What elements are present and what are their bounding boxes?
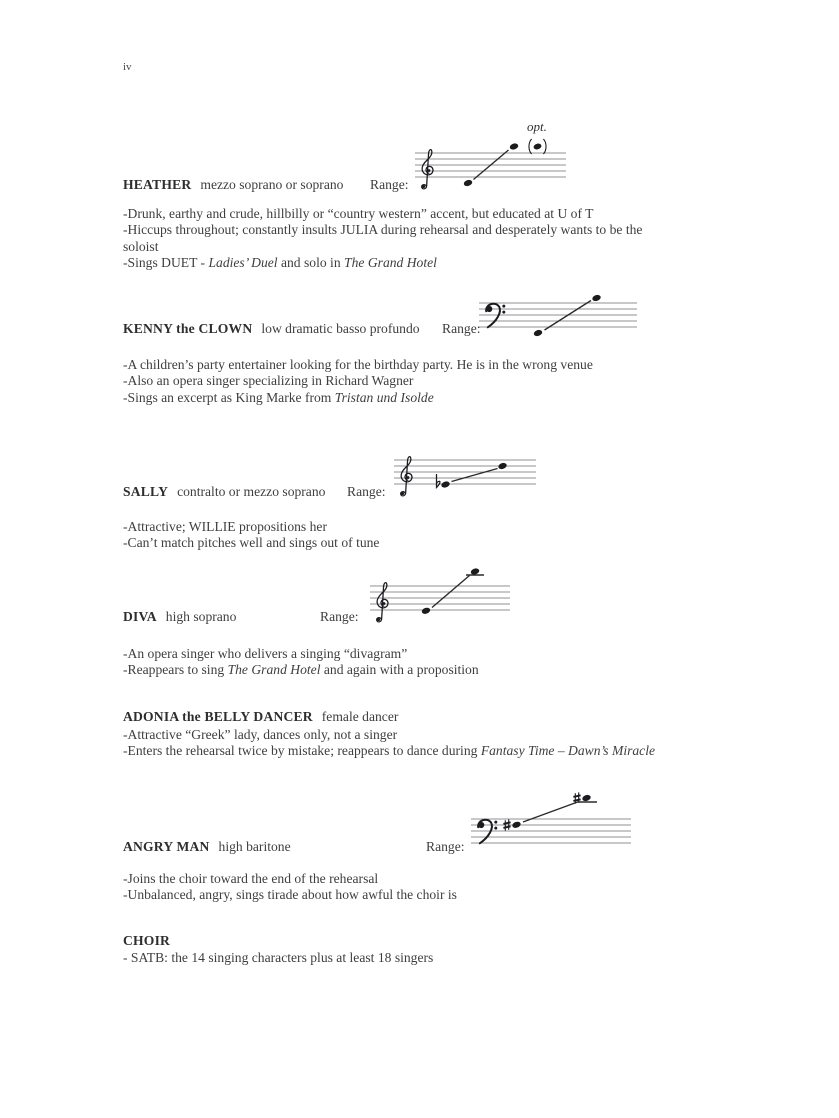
description-line (123, 373, 593, 389)
character-description (123, 871, 457, 904)
range-label: Range: (442, 321, 481, 336)
high-note (498, 462, 508, 470)
range-label: Range: (320, 609, 359, 624)
text-segment: The Grand Hotel (227, 662, 321, 678)
range-staff-treble (390, 440, 542, 508)
character-header (123, 709, 398, 725)
character-name: DIVA (123, 609, 157, 624)
character-description (123, 727, 655, 760)
text-segment: Ladies’ Duel (208, 254, 278, 270)
description-line (123, 535, 379, 551)
character-description (123, 519, 379, 552)
treble-clef-icon (377, 583, 388, 622)
low-note (512, 821, 522, 829)
high-note (592, 294, 602, 302)
range-staff-treble (366, 558, 516, 634)
range-label: Range: (426, 839, 465, 854)
range-staff-treble (411, 103, 576, 195)
text-segment: The Grand Hotel (344, 254, 437, 270)
text-segment: -Reappears to sing (123, 662, 228, 678)
text-segment: -A children’s party entertainer looking for the birthday party. He is in the wrong venue (123, 357, 593, 372)
character-header (123, 177, 409, 193)
treble-clef-icon (401, 457, 412, 496)
close-paren-icon (543, 139, 546, 154)
text-segment: -Attractive; WILLIE propositions her (123, 519, 327, 534)
low-note (463, 179, 473, 187)
bass-clef-icon (486, 304, 505, 328)
staff-lines (394, 460, 536, 484)
character-name: ANGRY MAN (123, 839, 210, 854)
low-note (441, 480, 451, 488)
description-line (123, 743, 655, 759)
staff-lines (370, 586, 510, 610)
character-description (123, 950, 433, 966)
text-segment: and again with a proposition (320, 662, 479, 678)
description-line (123, 646, 479, 662)
description-line (123, 390, 593, 406)
character-name: ADONIA the BELLY DANCER (123, 709, 313, 724)
description-line (123, 239, 642, 255)
character-voice: low dramatic basso profundo (261, 321, 420, 336)
character-voice: high baritone (218, 839, 291, 854)
text-segment: -Enters the rehearsal twice by mistake; reappears to dance during (123, 743, 481, 759)
character-voice: female dancer (321, 709, 399, 724)
description-line (123, 727, 655, 743)
character-voice: contralto or mezzo soprano (177, 484, 326, 499)
description-line (123, 871, 457, 887)
range-label: Range: (370, 177, 409, 192)
low-note (421, 607, 431, 615)
treble-clef-icon (422, 150, 433, 189)
text-segment: soloist (123, 238, 159, 254)
character-voice: high soprano (165, 609, 237, 624)
character-voice: mezzo soprano or soprano (200, 177, 344, 192)
flat-icon (437, 474, 440, 488)
description-line (123, 950, 433, 966)
character-header (123, 609, 359, 625)
description-line (123, 887, 457, 903)
character-name: KENNY the CLOWN (123, 321, 253, 336)
text-segment: -Sings DUET - (123, 254, 209, 270)
page-number: iv (123, 61, 132, 73)
character-description (123, 206, 642, 271)
text-segment: -Unbalanced, angry, sings tirade about how awful the choir is (123, 887, 457, 903)
text-segment: -Joins the choir toward the end of the rehearsal (123, 871, 379, 886)
description-line (123, 255, 642, 271)
description-line (123, 357, 593, 373)
description-line (123, 222, 642, 238)
range-staff-bass (467, 789, 637, 861)
character-header (123, 839, 465, 855)
open-paren-icon (529, 139, 532, 154)
text-segment: -Also an opera singer specializing in Richard Wagner (123, 373, 414, 389)
description-line (123, 206, 642, 222)
character-name: HEATHER (123, 177, 192, 192)
text-segment: -Drunk, earthy and crude, hillbilly or “country western” accent, but educated at U of T (123, 206, 594, 221)
bass-clef-icon (478, 820, 497, 844)
text-segment: -Can’t match pitches well and sings out of tune (123, 535, 380, 551)
text-segment: Tristan und Isolde (334, 389, 434, 405)
text-segment: -Hiccups throughout; constantly insults JULIA during rehearsal and desperately wants to be the (123, 222, 643, 238)
low-note (533, 329, 543, 337)
character-description (123, 646, 479, 679)
high-note (509, 142, 519, 150)
text-segment: -An opera singer who delivers a singing “divagram” (123, 646, 408, 661)
character-description (123, 357, 593, 406)
character-header (123, 484, 386, 500)
text-segment: and solo in (277, 254, 345, 270)
character-name: SALLY (123, 484, 169, 499)
opt-label: opt. (527, 119, 547, 134)
range-line (452, 469, 498, 482)
text-segment: -Sings an excerpt as King Marke from (123, 389, 335, 405)
high-note (582, 794, 592, 802)
text-segment: Fantasy Time – Dawn’s Miracle (480, 743, 656, 759)
range-staff-bass (475, 289, 643, 353)
optional-note (533, 143, 542, 151)
character-header (123, 321, 481, 337)
range-label: Range: (347, 484, 386, 499)
description-line (123, 662, 479, 678)
character-header (123, 933, 170, 949)
character-name: CHOIR (123, 933, 171, 948)
text-segment: - SATB: the 14 singing characters plus at least 18 singers (123, 950, 434, 965)
text-segment: -Attractive “Greek” lady, dances only, not a singer (123, 727, 398, 742)
description-line (123, 519, 379, 535)
